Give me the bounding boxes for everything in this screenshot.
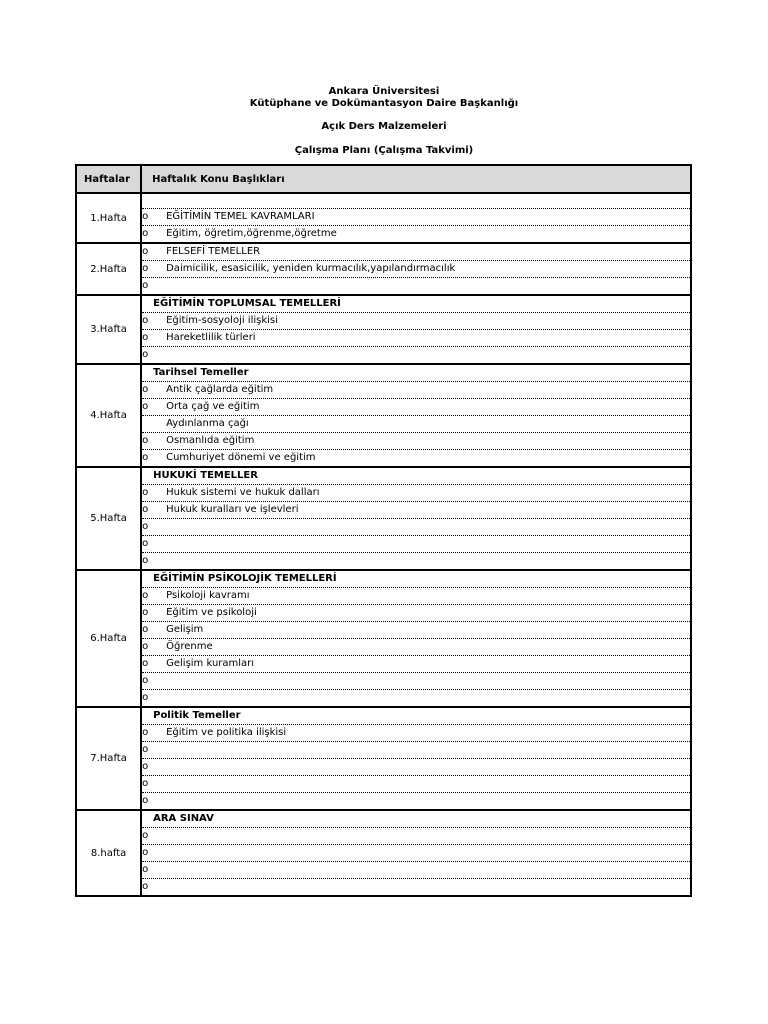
topic-text: Hukuk sistemi ve hukuk dalları: [166, 487, 320, 498]
topic-item: [141, 622, 691, 639]
topic-item: [141, 656, 691, 673]
topic-text: Cumhuriyet dönemi ve eğitim: [166, 452, 316, 463]
topic-item: [141, 690, 691, 708]
bullet-icon: o: [142, 881, 149, 892]
table-row: [76, 330, 691, 347]
topic-text: Eğitim-sosyoloji ilişkisi: [166, 315, 278, 326]
bullet-icon: o: [142, 607, 149, 618]
bullet-icon: o: [142, 830, 149, 841]
topic-text: Psikoloji kavramı: [166, 590, 250, 601]
topic-item: [141, 243, 691, 261]
department-name: Kütüphane ve Dokümantasyon Daire Başkanlığı: [249, 98, 519, 109]
bullet-icon: o: [142, 864, 149, 875]
week-label: 7.Hafta: [76, 707, 141, 810]
topic-text: Hukuk kuralları ve işlevleri: [166, 504, 299, 515]
week-label: 6.Hafta: [76, 570, 141, 707]
table-row: [76, 193, 691, 209]
topic-item: [141, 588, 691, 605]
table-row: [76, 605, 691, 622]
bullet-icon: o: [142, 487, 149, 498]
topic-item: [141, 330, 691, 347]
bullet-icon: o: [142, 744, 149, 755]
table-row: [76, 519, 691, 536]
bullet-icon: o: [142, 624, 149, 635]
table-row: [76, 656, 691, 673]
bullet-icon: o: [142, 504, 149, 515]
topic-item: [141, 776, 691, 793]
topic-item: [141, 553, 691, 571]
bullet-icon: o: [142, 847, 149, 858]
topic-item: [141, 828, 691, 845]
topic-item: [141, 399, 691, 416]
table-row: [76, 725, 691, 742]
topic-text: Osmanlıda eğitim: [166, 435, 255, 446]
topic-text: Gelişim: [166, 624, 204, 635]
table-row: [76, 416, 691, 433]
column-header-weeks: Haftalar: [76, 165, 141, 193]
table-row: [76, 347, 691, 365]
topic-item: [141, 450, 691, 468]
bullet-icon: o: [142, 727, 149, 738]
topic-text: Antik çağlarda eğitim: [166, 384, 274, 395]
topic-item: [141, 725, 691, 742]
topic-item: [141, 209, 691, 226]
week-label: 3.Hafta: [76, 295, 141, 364]
topic-text: Gelişim kuramları: [166, 658, 255, 669]
week-label: 2.Hafta: [76, 243, 141, 295]
bullet-icon: o: [142, 641, 149, 652]
empty-cell: [141, 193, 691, 209]
bullet-icon: o: [142, 590, 149, 601]
topic-item: [141, 793, 691, 811]
topic-item: [141, 605, 691, 622]
topic-item: [141, 502, 691, 519]
table-row: [76, 433, 691, 450]
topic-text: Aydınlanma çağı: [166, 418, 249, 429]
bullet-icon: o: [142, 521, 149, 532]
week-label: 8.hafta: [76, 810, 141, 896]
table-row: [76, 810, 691, 828]
table-row: [76, 261, 691, 278]
weekly-plan-table: [75, 164, 692, 897]
topic-text: Daimicilik, esasicilik, yeniden kurmacılık,yapılandırmacılık: [166, 263, 456, 274]
topic-heading: HUKUKİ TEMELLER: [141, 467, 691, 485]
table-row: [76, 502, 691, 519]
topic-item: [141, 433, 691, 450]
university-name: Ankara Üniversitesi: [328, 86, 440, 97]
bullet-icon: o: [142, 315, 149, 326]
topic-item: [141, 742, 691, 759]
bullet-icon: o: [142, 211, 149, 222]
topic-heading: EĞİTİMİN PSİKOLOJİK TEMELLERİ: [141, 570, 691, 588]
topic-item: [141, 536, 691, 553]
topic-item: [141, 759, 691, 776]
topic-item: [141, 639, 691, 656]
topic-item: [141, 845, 691, 862]
topic-item: [141, 226, 691, 244]
bullet-icon: o: [142, 435, 149, 446]
week-label: 1.Hafta: [76, 193, 141, 243]
topic-text: Hareketlilik türleri: [166, 332, 256, 343]
table-row: [76, 485, 691, 502]
bullet-icon: o: [142, 401, 149, 412]
topic-heading: Politik Temeller: [141, 707, 691, 725]
table-row: [76, 588, 691, 605]
study-plan-title: Çalışma Planı (Çalışma Takvimi): [294, 145, 474, 156]
bullet-icon: o: [142, 263, 149, 274]
bullet-icon: o: [142, 228, 149, 239]
table-row: [76, 382, 691, 399]
course-materials-title: Açık Ders Malzemeleri: [321, 121, 447, 132]
table-row: [76, 295, 691, 313]
table-row: [76, 690, 691, 708]
table-row: [76, 845, 691, 862]
topic-text: Eğitim, öğretim,öğrenme,öğretme: [166, 228, 337, 239]
topic-text: Orta çağ ve eğitim: [166, 401, 260, 412]
column-header-topics: Haftalık Konu Başlıkları: [141, 165, 691, 193]
table-row: [76, 776, 691, 793]
topic-item: [141, 382, 691, 399]
bullet-icon: o: [142, 555, 149, 566]
bullet-icon: o: [142, 692, 149, 703]
week-label: 5.Hafta: [76, 467, 141, 570]
table-row: [76, 828, 691, 845]
topic-item: [141, 313, 691, 330]
topic-heading: Tarihsel Temeller: [141, 364, 691, 382]
bullet-icon: o: [142, 675, 149, 686]
table-row: [76, 209, 691, 226]
topic-text: FELSEFİ TEMELLER: [166, 246, 261, 257]
table-row: [76, 243, 691, 261]
bullet-icon: o: [142, 658, 149, 669]
bullet-icon: o: [142, 280, 149, 291]
table-row: [76, 450, 691, 468]
table-row: [76, 570, 691, 588]
week-label: 4.Hafta: [76, 364, 141, 467]
table-row: [76, 793, 691, 811]
document-header: [0, 86, 768, 157]
table-row: [76, 226, 691, 244]
table-row: [76, 862, 691, 879]
table-row: [76, 707, 691, 725]
table-row: [76, 467, 691, 485]
topic-heading: EĞİTİMİN TOPLUMSAL TEMELLERİ: [141, 295, 691, 313]
bullet-icon: o: [142, 761, 149, 772]
bullet-icon: o: [142, 384, 149, 395]
table-row: [76, 399, 691, 416]
topic-item: [141, 879, 691, 897]
table-body: [76, 193, 691, 896]
table-row: [76, 673, 691, 690]
table-row: [76, 364, 691, 382]
bullet-icon: o: [142, 246, 149, 257]
table-header-row: [76, 165, 691, 193]
topic-text: EĞİTİMİN TEMEL KAVRAMLARI: [166, 211, 315, 222]
bullet-icon: o: [142, 795, 149, 806]
bullet-icon: o: [142, 349, 149, 360]
table-row: [76, 742, 691, 759]
table-row: [76, 639, 691, 656]
bullet-icon: o: [142, 778, 149, 789]
table-row: [76, 278, 691, 296]
topic-text: Öğrenme: [166, 641, 213, 652]
topic-text: Eğitim ve politika ilişkisi: [166, 727, 287, 738]
bullet-icon: o: [142, 538, 149, 549]
topic-item: [141, 862, 691, 879]
table-row: [76, 759, 691, 776]
table-row: [76, 553, 691, 571]
topic-item: [141, 485, 691, 502]
table-row: [76, 536, 691, 553]
topic-item: [141, 347, 691, 365]
table-row: [76, 313, 691, 330]
topic-text: Eğitim ve psikoloji: [166, 607, 257, 618]
bullet-icon: o: [142, 332, 149, 343]
topic-item: [141, 261, 691, 278]
topic-heading: ARA SINAV: [141, 810, 691, 828]
table-row: [76, 879, 691, 897]
topic-item: [141, 416, 691, 433]
topic-item: [141, 673, 691, 690]
table-row: [76, 622, 691, 639]
topic-item: [141, 278, 691, 296]
bullet-icon: o: [142, 452, 149, 463]
topic-item: [141, 519, 691, 536]
